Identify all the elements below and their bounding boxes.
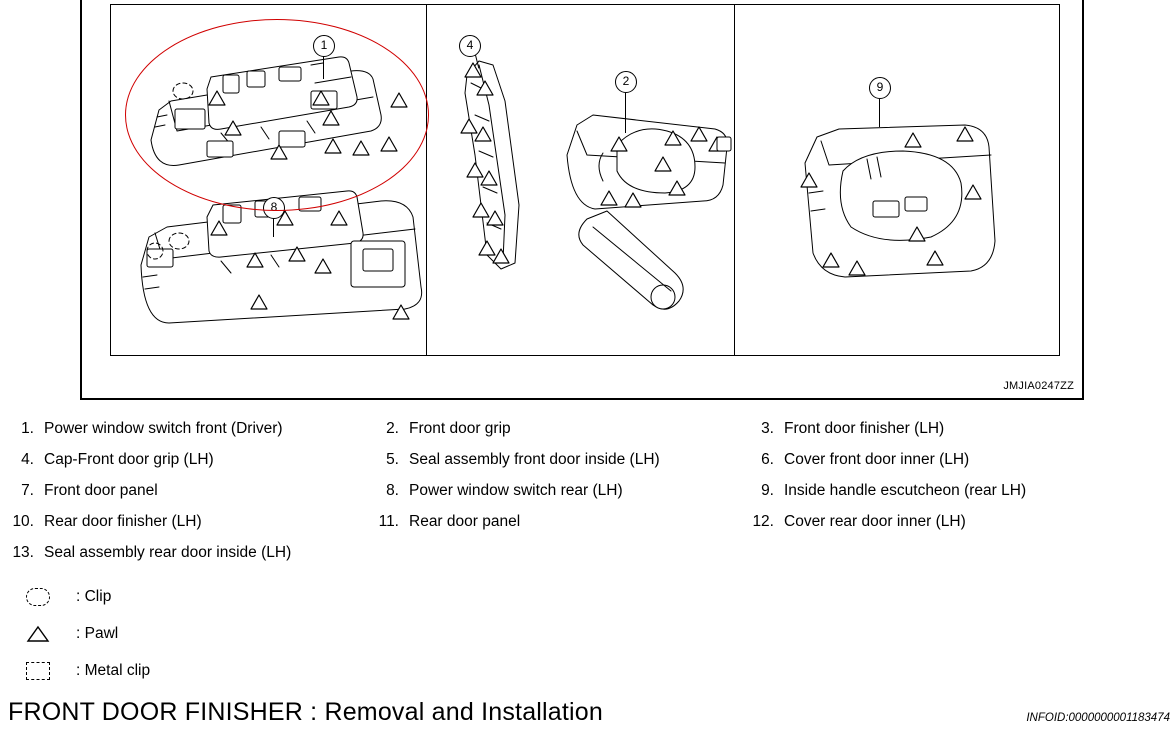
legend-row-clip	[0, 578, 600, 615]
legend-label: : Metal clip	[76, 661, 151, 679]
part-number: 13.	[12, 544, 34, 561]
legend	[0, 578, 600, 689]
part-item-13	[0, 544, 365, 562]
part-label: Seal assembly rear door inside (LH)	[44, 544, 292, 561]
figure-inner-frame	[110, 4, 1060, 356]
section-heading: FRONT DOOR FINISHER : Removal and Installation	[8, 698, 604, 726]
parts-row	[0, 451, 1176, 482]
part-label: Rear door finisher (LH)	[44, 513, 202, 530]
part-label: Cover rear door inner (LH)	[784, 513, 966, 530]
legend-row-pawl	[0, 615, 600, 652]
callout-9: 9	[869, 77, 891, 99]
parts-row	[0, 513, 1176, 544]
part-number: 3.	[761, 420, 774, 437]
part-label: Rear door panel	[409, 513, 521, 530]
artwork-seal-and-door-grip	[427, 5, 735, 357]
part-number: 7.	[21, 482, 34, 499]
artwork-inside-handle-escutcheon	[735, 5, 1059, 357]
part-item-7	[0, 482, 365, 500]
highlight-ellipse	[125, 19, 429, 211]
part-label: Seal assembly front door inside (LH)	[409, 451, 660, 468]
part-label: Inside handle escutcheon (rear LH)	[784, 482, 1027, 499]
leader-line-8	[273, 217, 274, 237]
callout-8: 8	[263, 197, 285, 219]
part-label: Cover front door inner (LH)	[784, 451, 970, 468]
infoid-label: INFOID:0000000001183474	[1026, 712, 1170, 724]
part-label: Power window switch rear (LH)	[409, 482, 623, 499]
part-number: 1.	[21, 420, 34, 437]
part-label: Cap-Front door grip (LH)	[44, 451, 214, 468]
part-label: Front door grip	[409, 420, 511, 437]
clip-icon	[0, 588, 76, 606]
legend-row-metal-clip	[0, 652, 600, 689]
part-number: 5.	[386, 451, 399, 468]
part-number: 2.	[386, 420, 399, 437]
legend-label: : Pawl	[76, 624, 119, 642]
legend-label: : Clip	[76, 587, 112, 605]
part-item-8	[365, 482, 740, 500]
figure-panel-front-switches	[111, 5, 427, 355]
part-item-4	[0, 451, 365, 469]
part-item-10	[0, 513, 365, 531]
callout-1: 1	[313, 35, 335, 57]
parts-row	[0, 544, 1176, 575]
leader-line-2	[625, 93, 626, 133]
part-label: Power window switch front (Driver)	[44, 420, 283, 437]
parts-row	[0, 482, 1176, 513]
part-item-6	[740, 451, 1160, 469]
callout-2: 2	[615, 71, 637, 93]
part-item-11	[365, 513, 740, 531]
part-number: 11.	[378, 513, 399, 530]
part-number: 9.	[761, 482, 774, 499]
part-number: 8.	[386, 482, 399, 499]
figure-id-label: JMJIA0247ZZ	[1003, 380, 1074, 392]
part-number: 10.	[12, 513, 34, 530]
part-label: Front door panel	[44, 482, 158, 499]
leader-line-9	[879, 99, 880, 127]
figure-panel-seal-and-grip	[427, 5, 735, 355]
part-item-3	[740, 420, 1160, 438]
parts-list	[0, 420, 1176, 575]
part-number: 12.	[752, 513, 774, 530]
part-item-5	[365, 451, 740, 469]
part-label: Front door finisher (LH)	[784, 420, 945, 437]
parts-row	[0, 420, 1176, 451]
part-item-1	[0, 420, 365, 438]
metal-clip-icon	[0, 662, 76, 680]
callout-4: 4	[459, 35, 481, 57]
figure-panel-escutcheon	[735, 5, 1059, 355]
part-number: 4.	[21, 451, 34, 468]
part-number: 6.	[761, 451, 774, 468]
figure-block	[80, 0, 1084, 400]
part-item-12	[740, 513, 1160, 531]
pawl-icon	[0, 624, 76, 644]
part-item-2	[365, 420, 740, 438]
part-item-9	[740, 482, 1160, 500]
